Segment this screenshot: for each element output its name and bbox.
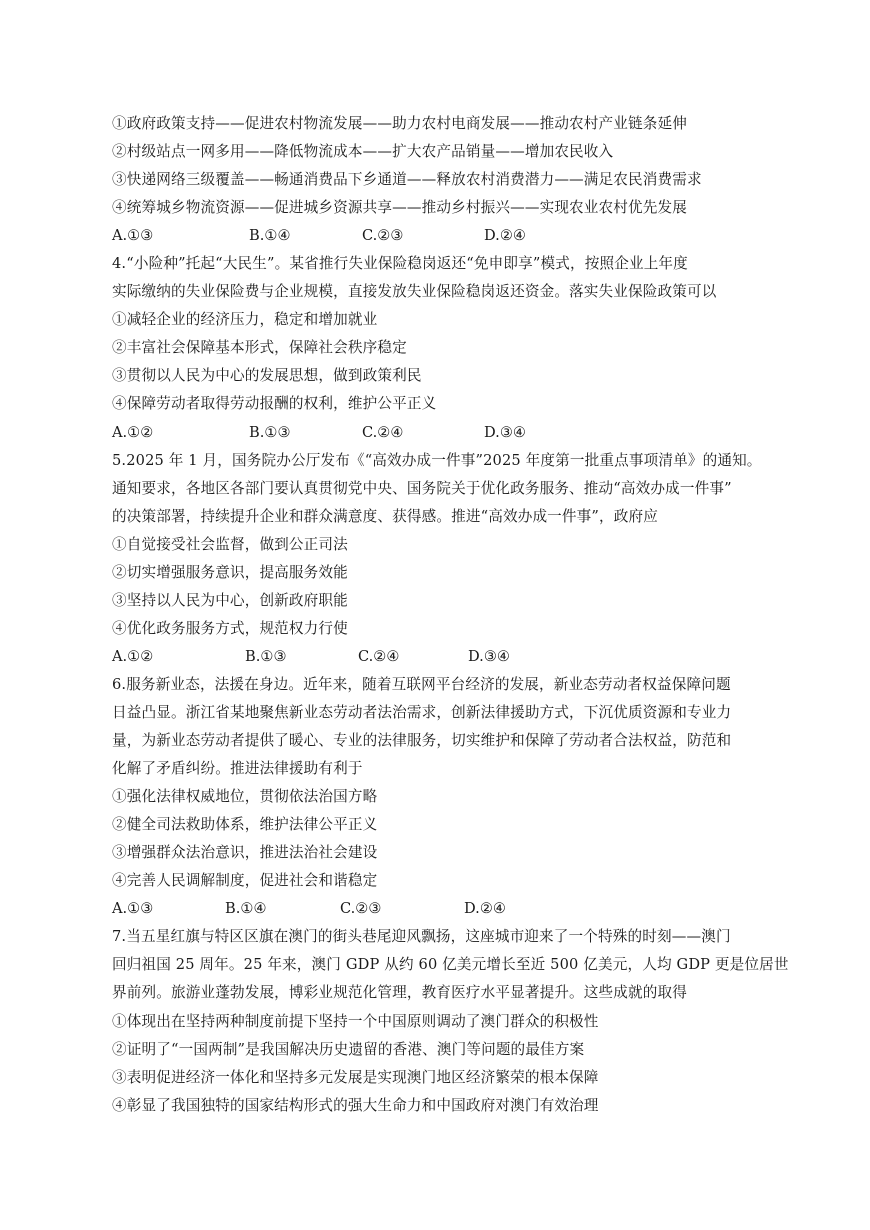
q4-options bbox=[112, 419, 772, 447]
exam-page bbox=[112, 110, 789, 1120]
q6-option-d: D.②④ bbox=[464, 900, 506, 918]
q6-stem-line-1: 6.服务新业态，法援在身边。近年来，随着互联网平台经济的发展，新业态劳动者权益保障问题 bbox=[112, 675, 731, 693]
q6-option-b: B.①④ bbox=[225, 900, 267, 918]
q4-item-1: ①减轻企业的经济压力，稳定和增加就业 bbox=[112, 311, 378, 329]
q6-option-c: C.②③ bbox=[340, 900, 382, 918]
q5-item-3: ③坚持以人民为中心，创新政府职能 bbox=[112, 591, 348, 609]
q6-option-a: A.①③ bbox=[112, 900, 154, 918]
q6-item-3: ③增强群众法治意识，推进法治社会建设 bbox=[112, 844, 378, 862]
q7-item-2: ②证明了“一国两制”是我国解决历史遗留的香港、澳门等问题的最佳方案 bbox=[112, 1040, 585, 1058]
q4-item-3: ③贯彻以人民为中心的发展思想，做到政策利民 bbox=[112, 367, 422, 385]
q7-stem-line-2: 回归祖国 25 周年。25 年来，澳门 GDP 从约 60 亿美元增长至近 500 亿美元，人均 GDP 更是位居世 bbox=[112, 956, 789, 974]
q5-item-4: ④优化政务服务方式，规范权力行使 bbox=[112, 619, 348, 637]
question-6 bbox=[112, 671, 772, 923]
q3-item-1: ①政府政策支持——促进农村物流发展——助力农村电商发展——推动农村产业链条延伸 bbox=[112, 115, 688, 132]
q6-item-2: ②健全司法救助体系，维护法律公平正义 bbox=[112, 816, 378, 834]
q4-item-4: ④保障劳动者取得劳动报酬的权利，维护公平正义 bbox=[112, 395, 437, 413]
q3-item-3: ③快递网络三级覆盖——畅通消费品下乡通道——释放农村消费潜力——满足农民消费需求 bbox=[112, 171, 702, 189]
q6-options bbox=[112, 895, 772, 923]
q3-item-2: ②村级站点一网多用——降低物流成本——扩大农产品销量——增加农民收入 bbox=[112, 143, 614, 161]
q4-stem-line-2: 实际缴纳的失业保险费与企业规模，直接发放失业保险稳岗返还资金。落实失业保险政策可以 bbox=[112, 283, 717, 301]
question-3 bbox=[112, 110, 772, 250]
q5-options bbox=[112, 643, 772, 671]
q3-item-4: ④统筹城乡物流资源——促进城乡资源共享——推动乡村振兴——实现农业农村优先发展 bbox=[112, 199, 688, 217]
q5-option-b: B.①③ bbox=[245, 647, 287, 665]
q3-option-b: B.①④ bbox=[249, 227, 291, 245]
q6-stem-line-4: 化解了矛盾纠纷。推进法律援助有利于 bbox=[112, 760, 363, 778]
q6-item-1: ①强化法律权威地位，贯彻依法治国方略 bbox=[112, 788, 378, 806]
q3-option-a: A.①③ bbox=[112, 227, 154, 245]
q5-option-d: D.③④ bbox=[468, 647, 510, 665]
q4-item-2: ②丰富社会保障基本形式，保障社会秩序稳定 bbox=[112, 339, 407, 357]
q3-option-c: C.②③ bbox=[362, 227, 404, 245]
q5-option-c: C.②④ bbox=[358, 647, 400, 665]
q3-options bbox=[112, 222, 772, 250]
q6-stem-line-2: 日益凸显。浙江省某地聚焦新业态劳动者法治需求，创新法律援助方式，下沉优质资源和专业力 bbox=[112, 703, 732, 721]
question-4 bbox=[112, 250, 772, 446]
q4-option-b: B.①③ bbox=[249, 423, 291, 441]
q5-item-2: ②切实增强服务意识，提高服务效能 bbox=[112, 563, 348, 581]
q4-option-c: C.②④ bbox=[362, 423, 404, 441]
question-5 bbox=[112, 447, 772, 671]
q6-item-4: ④完善人民调解制度，促进社会和谐稳定 bbox=[112, 872, 378, 890]
q4-option-a: A.①② bbox=[112, 423, 154, 441]
q7-stem-line-3: 界前列。旅游业蓬勃发展，博彩业规范化管理，教育医疗水平显著提升。这些成就的取得 bbox=[112, 984, 688, 1002]
q5-item-1: ①自觉接受社会监督，做到公正司法 bbox=[112, 535, 348, 553]
q5-option-a: A.①② bbox=[112, 647, 154, 665]
q4-option-d: D.③④ bbox=[484, 423, 526, 441]
q7-item-3: ③表明促进经济一体化和坚持多元发展是实现澳门地区经济繁荣的根本保障 bbox=[112, 1068, 599, 1086]
q3-option-d: D.②④ bbox=[484, 227, 526, 245]
q6-stem-line-3: 量，为新业态劳动者提供了暖心、专业的法律服务，切实维护和保障了劳动者合法权益，防范和 bbox=[112, 732, 732, 750]
q5-stem-line-3: 的决策部署，持续提升企业和群众满意度、获得感。推进“高效办成一件事”，政府应 bbox=[112, 507, 658, 525]
question-7 bbox=[112, 923, 789, 1119]
q5-stem-line-1: 5.2025 年 1 月，国务院办公厅发布《“高效办成一件事”2025 年度第一批重点事项清单》的通知。 bbox=[112, 451, 762, 469]
q7-item-1: ①体现出在坚持两种制度前提下坚持一个中国原则调动了澳门群众的积极性 bbox=[112, 1012, 599, 1030]
q7-stem-line-1: 7.当五星红旗与特区区旗在澳门的街头巷尾迎风飘扬，这座城市迎来了一个特殊的时刻——澳门 bbox=[112, 928, 731, 946]
q5-stem-line-2: 通知要求，各地区各部门要认真贯彻党中央、国务院关于优化政务服务、推动“高效办成一件事” bbox=[112, 479, 732, 497]
q7-item-4: ④彰显了我国独特的国家结构形式的强大生命力和中国政府对澳门有效治理 bbox=[112, 1096, 599, 1114]
q4-stem-line-1: 4.“小险种”托起“大民生”。某省推行失业保险稳岗返还“免申即享”模式，按照企业上年度 bbox=[112, 255, 688, 273]
